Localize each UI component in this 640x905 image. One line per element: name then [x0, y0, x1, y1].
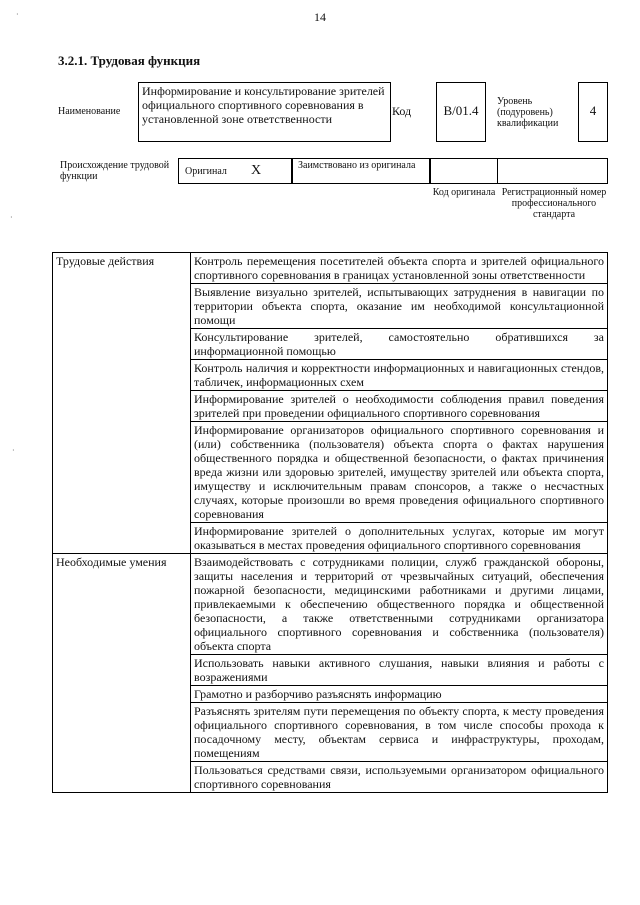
item-cell: Разъяснять зрителям пути перемещения по объекту спорта, к месту проведения официального спортивного соревнования, в том числе способы прохода к посадочному месту, объектам сервиса и инфраструктуры, проходам, помещениям	[191, 703, 608, 762]
item-cell: Пользоваться средствами связи, используемыми организатором официального спортивного соревнования	[191, 762, 608, 793]
code-value: B/01.4	[443, 103, 479, 118]
item-cell: Информирование организаторов официального спортивного соревнования и (или) собственника (пользователя) объекта спорта о фактах нарушения общественного порядка и общественной безопасности, о фактах причинения вреда жизни или здоровью зрителей, имуществу зрителей или объекта спорта, имуществу и исключительным правам спонсоров, а также о несчастных случаях, которые произошли во время проведения официального спортивного соревнования	[191, 422, 608, 523]
table-row	[53, 554, 608, 655]
category-cell: Необходимые умения	[53, 554, 191, 793]
function-name-box	[138, 82, 391, 142]
functions-table	[52, 252, 608, 793]
section-title: 3.2.1. Трудовая функция	[58, 53, 201, 68]
code-value-box	[436, 82, 486, 142]
code-label: Код	[392, 104, 412, 118]
code-original-box	[430, 158, 498, 184]
scan-speck: ·	[10, 213, 13, 222]
item-cell: Контроль наличия и корректности информационных и навигационных стендов, табличек, информационных схем	[191, 360, 608, 391]
level-value-box	[578, 82, 608, 142]
item-cell: Выявление визуально зрителей, испытывающих затруднения в навигации по территории объекта спорта, оказание им необходимой консультационной помощи	[191, 284, 608, 329]
reg-number-box	[497, 158, 608, 184]
level-label: Уровень (подуровень) квалификации	[497, 96, 559, 129]
item-cell: Использовать навыки активного слушания, навыки влияния и работы с возражениями	[191, 655, 608, 686]
item-cell: Информирование зрителей о дополнительных услугах, которые им могут оказываться в местах проведения официального спортивного соревнования	[191, 523, 608, 554]
original-mark: X	[251, 163, 262, 178]
original-label: Оригинал	[185, 166, 227, 177]
name-label: Наименование	[58, 106, 121, 117]
page-number: 14	[314, 10, 326, 24]
table-row	[53, 253, 608, 284]
function-name: Информирование и консультирование зрителей официального спортивного соревнования в установленной зоне ответственности	[142, 84, 385, 126]
code-original-label: Код оригинала	[432, 187, 496, 198]
item-cell: Взаимодействовать с сотрудниками полиции, служб гражданской обороны, защиты населения и территорий от чрезвычайных ситуаций, обеспечения пожарной безопасности, медицинскими работниками и другими лицами, привлекаемыми к обеспечению общественного порядка и общественной безопасности, а также ответственными сотрудниками организатора официального спортивного соревнования и собственника (пользователя) объекта спорта	[191, 554, 608, 655]
item-cell: Грамотно и разборчиво разъяснять информацию	[191, 686, 608, 703]
item-cell: Консультирование зрителей, самостоятельно обратившихся за информационной помощью	[191, 329, 608, 360]
level-value: 4	[589, 103, 597, 118]
reg-number-label: Регистрационный номер профессионального стандарта	[501, 187, 607, 220]
scan-speck: ·	[12, 446, 15, 455]
scan-speck: ·	[16, 10, 19, 19]
origin-label: Происхождение трудовой функции	[60, 160, 170, 182]
item-cell: Контроль перемещения посетителей объекта спорта и зрителей официального спортивного соревнования в границах установленной зоны ответственности	[191, 253, 608, 284]
item-cell: Информирование зрителей о необходимости соблюдения правил поведения зрителей при проведении официального спортивного соревнования	[191, 391, 608, 422]
borrowed-label: Заимствовано из оригинала	[298, 160, 416, 171]
category-cell: Трудовые действия	[53, 253, 191, 554]
